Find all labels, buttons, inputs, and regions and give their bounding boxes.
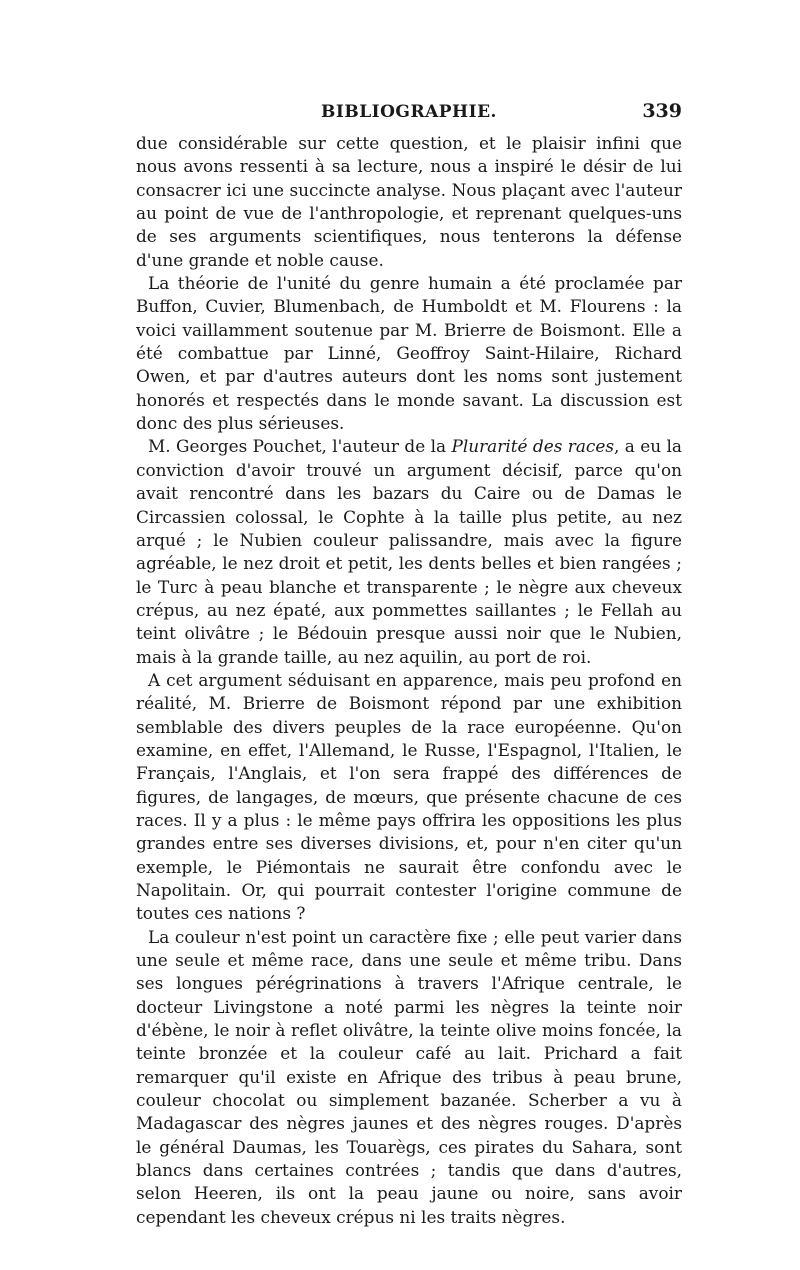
running-title: BIBLIOGRAPHIE. [321,102,497,122]
running-head [136,100,682,124]
book-title-italic: Plurarité des races [451,436,615,457]
paragraph-text-before-title: M. Georges Pouchet, l'auteur de la [148,436,452,457]
body-text [136,132,682,1229]
page-number: 339 [642,100,682,122]
paragraph-continuation: due considérable sur cette question, et le plaisir infini que nous avons ressenti à sa lecture, nous a inspiré le désir de lui consacrer ici une succincte analyse. Nous plaçant avec l'auteur au point de vue de l'anthropologie, et reprenant quelques-uns de ses arguments scientifiques, nous tenterons la défense d'une grande et noble cause. [136,133,682,270]
paragraph-skin-color: La couleur n'est point un caractère fixe ; elle peut varier dans une seule et même race, dans une seule et même tribu. Dans ses longues pérégrinations à travers l'Afrique centrale, le docteur Livingstone a noté parmi les nègres la teinte noir d'ébène, le noir à reflet olivâtre, la teinte olive moins foncée, la teinte bronzée et la couleur café au lait. Prichard a fait remarquer qu'il existe en Afrique des tribus à peau brune, couleur chocolat ou simplement bazanée. Scherber a vu à Madagascar des nègres jaunes et des nègres rouges. D'après le général Daumas, les Touarègs, ces pirates du Sahara, sont blancs dans certaines contrées ; tandis que dans d'autres, selon Heeren, ils ont la peau jaune ou noire, sans avoir cependant les cheveux crépus ni les traits nègres. [136,926,682,1227]
paragraph-european-peoples: A cet argument séduisant en apparence, mais peu profond en réalité, M. Brierre de Boismont répond par une exhibition semblable des divers peuples de la race européenne. Qu'on examine, en effet, l'Allemand, le Russe, l'Espagnol, l'Italien, le Français, l'Anglais, et l'on sera frappé des différences de figures, de langages, de mœurs, que présente chacune de ces races. Il y a plus : le même pays offrira les oppositions les plus grandes entre ses diverses divisions, et, pour n'en citer qu'un exemple, le Piémontais ne saurait être confondu avec le Napolitain. Or, qui pourrait contester l'origine commune de toutes ces nations ? [136,669,682,924]
paragraph-pouchet-argument [136,435,682,668]
paragraph-text-after-title: , a eu la conviction d'avoir trouvé un argument décisif, parce qu'on avait rencontré dans les bazars du Caire ou de Damas le Circassien colossal, le Cophte à la taille plus petite, au nez arqué ; le Nubien couleur palissandre, mais avec la figure agréable, le nez droit et petit, les dents belles et bien rangées ; le Turc à peau blanche et transparente ; le nègre aux cheveux crépus, au nez épaté, aux pommettes saillantes ; le Fellah au teint olivâtre ; le Bédouin presque aussi noir que le Nubien, mais à la grande taille, au nez aquilin, au port de roi. [136,436,682,667]
paragraph-unity-theory: La théorie de l'unité du genre humain a été proclamée par Buffon, Cuvier, Blumenbach, de Humboldt et M. Flourens : la voici vaillamment soutenue par M. Brierre de Boismont. Elle a été combattue par Linné, Geoffroy Saint-Hilaire, Richard Owen, et par d'autres auteurs dont les noms sont justement honorés et respectés dans le monde savant. La discussion est donc des plus sérieuses. [136,273,682,434]
